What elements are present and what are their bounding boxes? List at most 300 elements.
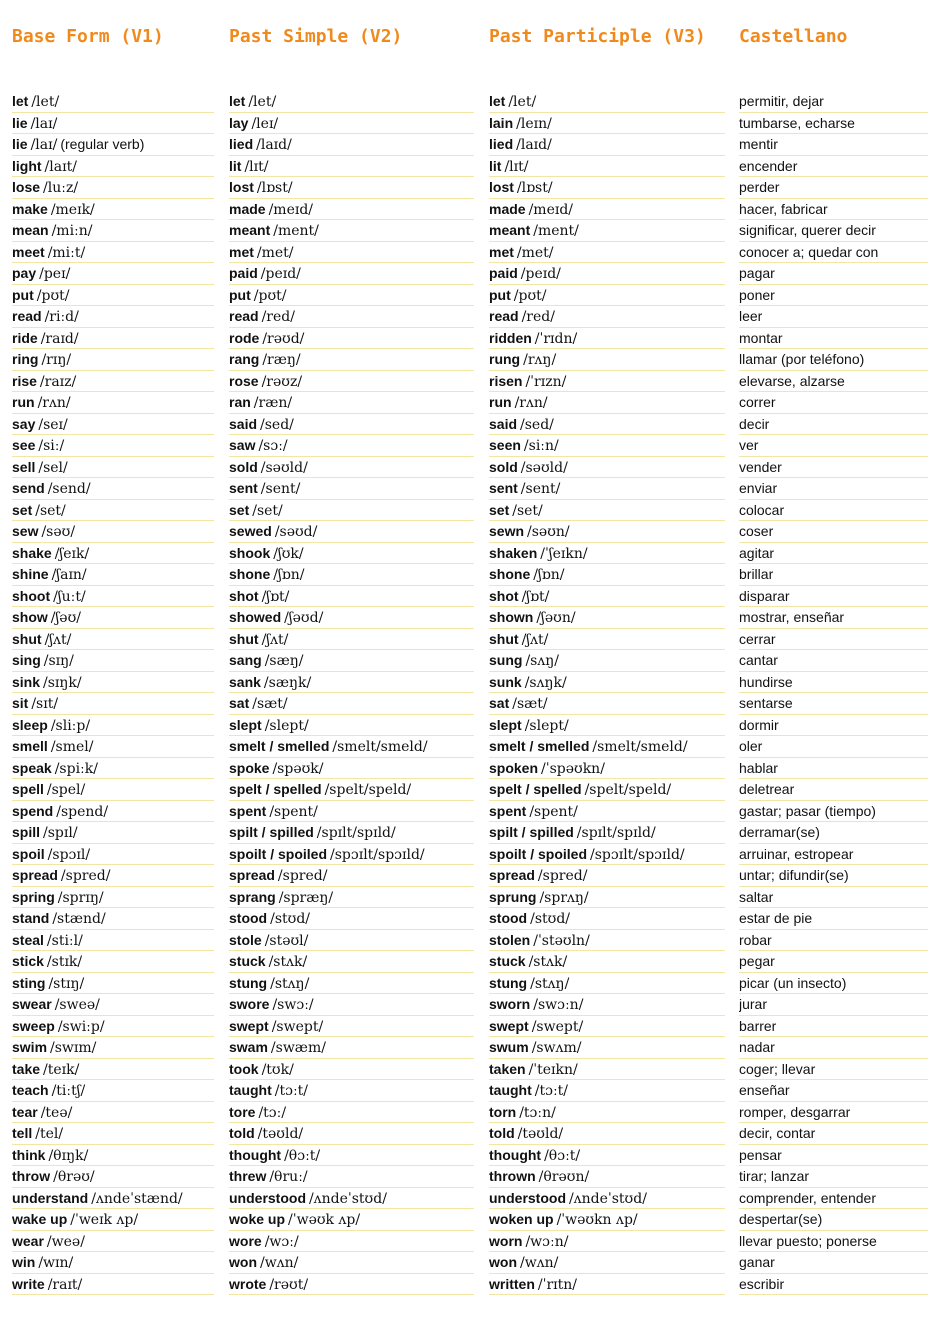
castellano-translation: saltar: [739, 888, 774, 905]
castellano-translation: disparar: [739, 587, 790, 604]
past-simple-word: taught: [229, 1082, 272, 1098]
base-form-phonetic: /seɪ/: [38, 416, 68, 433]
base-form-word: shut: [12, 630, 42, 647]
base-form-cell: [12, 371, 214, 393]
castellano-translation: correr: [739, 394, 776, 410]
base-form-word: sit: [12, 695, 29, 711]
past-participle-cell: [489, 1188, 725, 1210]
base-form-phonetic: /θɪŋk/: [48, 1147, 89, 1164]
past-participle-phonetic: /spent/: [529, 803, 578, 820]
castellano-translation: cantar: [739, 652, 778, 668]
past-participle-phonetic: /ˈrɪtn/: [537, 1276, 577, 1293]
table-row: [0, 908, 940, 930]
past-participle-word: swum: [489, 1039, 529, 1055]
past-simple-cell: [229, 973, 474, 995]
past-participle-word: sung: [489, 652, 523, 668]
past-participle-phonetic: /swɔːn/: [533, 997, 584, 1013]
past-simple-phonetic: /səʊd/: [274, 524, 318, 540]
base-form-phonetic: /tel/: [35, 1126, 64, 1142]
base-form-phonetic: /laɪt/: [44, 158, 77, 175]
past-simple-phonetic: /let/: [248, 94, 277, 110]
past-simple-phonetic: /θruː/: [269, 1169, 308, 1185]
past-simple-word: lied: [229, 136, 254, 152]
castellano-cell: [739, 1080, 928, 1102]
past-simple-phonetic: /ˈwəʊk ʌp/: [288, 1212, 361, 1228]
base-form-cell: [12, 435, 214, 457]
base-form-phonetic: /meɪk/: [50, 201, 95, 218]
base-form-cell: [12, 263, 214, 285]
past-participle-cell: [489, 457, 725, 479]
base-form-cell: [12, 1123, 214, 1145]
base-form-cell: [12, 199, 214, 221]
castellano-translation: conocer a; quedar con: [739, 243, 879, 260]
past-participle-word: run: [489, 394, 512, 410]
base-form-cell: [12, 91, 214, 113]
castellano-translation: hundirse: [739, 673, 793, 690]
past-simple-word: lit: [229, 157, 242, 174]
past-participle-phonetic: /sʌŋ/: [525, 653, 559, 669]
past-simple-phonetic: /ræŋ/: [262, 352, 301, 368]
base-form-word: pay: [12, 265, 37, 281]
past-simple-phonetic: /sent/: [260, 481, 301, 497]
header-past-participle: Past Participle (V3): [489, 26, 706, 47]
table-row: [0, 1252, 940, 1274]
past-participle-phonetic: /stʊd/: [530, 911, 570, 927]
past-simple-cell: [229, 91, 474, 113]
column-headers: [0, 26, 940, 56]
castellano-cell: [739, 822, 928, 844]
past-simple-cell: [229, 1274, 474, 1296]
past-participle-word: spread: [489, 867, 535, 883]
table-row: [0, 263, 940, 285]
base-form-cell: [12, 220, 214, 242]
past-participle-word: sat: [489, 695, 510, 711]
base-form-phonetic: /ʌndeˈstænd/: [91, 1190, 183, 1207]
past-simple-word: stuck: [229, 953, 266, 969]
past-simple-cell: [229, 306, 474, 328]
past-simple-word: sold: [229, 458, 258, 475]
table-row: [0, 457, 940, 479]
table-row: [0, 543, 940, 565]
base-form-word: shoot: [12, 587, 51, 604]
past-simple-cell: [229, 1037, 474, 1059]
base-form-phonetic: /sprɪŋ/: [57, 889, 104, 906]
past-participle-word: paid: [489, 265, 518, 281]
past-simple-phonetic: /təʊld/: [257, 1126, 304, 1142]
past-participle-phonetic: /met/: [516, 244, 554, 261]
past-simple-word: rode: [229, 329, 260, 346]
past-simple-word: shut: [229, 630, 259, 647]
base-form-word: lie: [12, 114, 28, 131]
base-form-cell: [12, 844, 214, 866]
past-simple-cell: [229, 156, 474, 178]
table-row: [0, 1231, 940, 1253]
castellano-cell: [739, 177, 928, 199]
past-participle-cell: [489, 478, 725, 500]
past-participle-cell: [489, 1274, 725, 1296]
base-form-word: put: [12, 286, 34, 303]
past-participle-word: won: [489, 1254, 517, 1270]
base-form-phonetic: /spiːk/: [54, 760, 98, 777]
past-participle-phonetic: /wʌn/: [520, 1255, 559, 1271]
past-simple-word: ran: [229, 394, 251, 410]
castellano-translation: untar; difundir(se): [739, 867, 849, 883]
past-participle-phonetic: /sed/: [520, 416, 554, 433]
past-simple-phonetic: /spelt/speld/: [324, 782, 412, 798]
past-participle-phonetic: /ʃəʊn/: [536, 610, 576, 626]
castellano-cell: [739, 134, 928, 156]
castellano-translation: decir: [739, 415, 770, 432]
past-participle-cell: [489, 1016, 725, 1038]
past-simple-cell: [229, 1231, 474, 1253]
base-form-cell: [12, 865, 214, 887]
past-participle-phonetic: /ʃʌt/: [521, 631, 549, 648]
base-form-phonetic: /stɪŋ/: [48, 975, 85, 992]
past-participle-cell: [489, 328, 725, 350]
base-form-phonetic: /sweə/: [54, 997, 100, 1013]
past-participle-phonetic: /səʊn/: [527, 524, 570, 540]
past-participle-phonetic: /sʌŋk/: [524, 674, 567, 691]
base-form-phonetic: /weə/: [46, 1233, 85, 1250]
base-form-cell: [12, 1037, 214, 1059]
base-form-phonetic: /sɪŋk/: [43, 674, 82, 691]
base-form-phonetic: /set/: [35, 502, 66, 519]
castellano-translation: coser: [739, 523, 774, 539]
past-simple-word: spelt / spelled: [229, 781, 322, 797]
past-participle-word: spilt / spilled: [489, 824, 574, 840]
castellano-cell: [739, 1252, 928, 1274]
castellano-cell: [739, 521, 928, 543]
castellano-cell: [739, 1166, 928, 1188]
past-participle-cell: [489, 1145, 725, 1167]
past-simple-phonetic: /sæŋ/: [264, 653, 304, 669]
base-form-cell: [12, 113, 214, 135]
base-form-cell: [12, 500, 214, 522]
base-form-word: set: [12, 501, 33, 518]
past-participle-cell: [489, 113, 725, 135]
past-simple-word: spilt / spilled: [229, 824, 314, 840]
base-form-phonetic: /sɪŋ/: [43, 653, 74, 669]
past-participle-word: stolen: [489, 931, 531, 948]
past-simple-cell: [229, 650, 474, 672]
table-row: [0, 521, 940, 543]
base-form-cell: [12, 801, 214, 823]
base-form-phonetic: /ʃəʊ/: [50, 610, 81, 626]
table-row: [0, 951, 940, 973]
past-participle-word: spoken: [489, 759, 539, 776]
castellano-cell: [739, 263, 928, 285]
past-simple-word: shook: [229, 544, 271, 561]
past-participle-word: taken: [489, 1060, 526, 1077]
past-participle-phonetic: /ʌndeˈstʊd/: [569, 1190, 647, 1207]
past-participle-cell: [489, 500, 725, 522]
base-form-word: ring: [12, 351, 39, 367]
past-participle-word: understood: [489, 1189, 566, 1206]
past-simple-cell: [229, 113, 474, 135]
base-form-phonetic: /pʊt/: [36, 287, 70, 304]
past-participle-phonetic: /ˈteɪkn/: [528, 1061, 578, 1078]
castellano-translation: enseñar: [739, 1082, 790, 1098]
base-form-note: (regular verb): [60, 136, 145, 152]
past-simple-word: spoilt / spoiled: [229, 845, 328, 862]
past-participle-cell: [489, 564, 725, 586]
base-form-phonetic: /laɪ/: [30, 137, 58, 153]
past-participle-phonetic: /spred/: [537, 868, 588, 884]
table-row: [0, 1274, 940, 1296]
castellano-cell: [739, 478, 928, 500]
base-form-word: lie: [12, 136, 28, 152]
castellano-cell: [739, 220, 928, 242]
past-participle-cell: [489, 392, 725, 414]
castellano-translation: vender: [739, 458, 782, 475]
castellano-translation: elevarse, alzarse: [739, 372, 845, 389]
past-simple-cell: [229, 1123, 474, 1145]
base-form-phonetic: /swiːp/: [57, 1018, 105, 1035]
past-simple-cell: [229, 715, 474, 737]
past-simple-word: set: [229, 501, 250, 518]
base-form-cell: [12, 650, 214, 672]
past-participle-word: told: [489, 1125, 515, 1141]
base-form-phonetic: /let/: [31, 94, 60, 110]
castellano-translation: pensar: [739, 1146, 782, 1163]
past-participle-word: thought: [489, 1146, 542, 1163]
past-simple-word: spoke: [229, 759, 270, 776]
base-form-phonetic: /spend/: [56, 803, 109, 820]
past-simple-word: stung: [229, 974, 268, 991]
past-participle-word: slept: [489, 716, 522, 733]
past-simple-word: shot: [229, 587, 259, 604]
castellano-translation: pagar: [739, 265, 775, 281]
castellano-cell: [739, 736, 928, 758]
castellano-translation: sentarse: [739, 695, 793, 711]
castellano-translation: encender: [739, 157, 798, 174]
past-simple-word: put: [229, 286, 251, 303]
past-participle-phonetic: /peɪd/: [520, 266, 561, 282]
past-participle-cell: [489, 306, 725, 328]
past-participle-cell: [489, 1037, 725, 1059]
past-simple-word: sank: [229, 673, 261, 690]
past-participle-word: sewn: [489, 523, 525, 539]
past-simple-phonetic: /swept/: [271, 1018, 324, 1035]
castellano-translation: arruinar, estropear: [739, 845, 854, 862]
past-simple-word: woke up: [229, 1211, 286, 1227]
base-form-phonetic: /peɪ/: [39, 266, 71, 282]
past-simple-word: sprang: [229, 888, 276, 905]
past-simple-phonetic: /tɔːt/: [274, 1083, 309, 1099]
past-participle-phonetic: /laɪd/: [516, 137, 552, 153]
base-form-word: stick: [12, 953, 44, 969]
past-simple-phonetic: /spɪlt/spɪld/: [316, 825, 396, 841]
past-participle-word: lied: [489, 136, 514, 152]
past-participle-phonetic: /spɪlt/spɪld/: [576, 825, 656, 841]
past-participle-cell: [489, 199, 725, 221]
past-participle-cell: [489, 887, 725, 909]
past-participle-cell: [489, 607, 725, 629]
table-row: [0, 607, 940, 629]
base-form-phonetic: /stɪk/: [46, 954, 83, 970]
castellano-translation: jurar: [739, 996, 768, 1012]
past-participle-word: sworn: [489, 996, 531, 1012]
past-participle-word: thrown: [489, 1168, 536, 1184]
past-participle-word: seen: [489, 437, 521, 453]
table-row: [0, 693, 940, 715]
past-simple-word: wrote: [229, 1275, 267, 1292]
castellano-cell: [739, 908, 928, 930]
past-participle-word: ridden: [489, 329, 532, 346]
table-row: [0, 994, 940, 1016]
past-participle-phonetic: /set/: [512, 502, 543, 519]
past-simple-phonetic: /pʊt/: [253, 287, 287, 304]
base-form-cell: [12, 306, 214, 328]
table-row: [0, 973, 940, 995]
base-form-word: wake up: [12, 1211, 68, 1227]
base-form-word: read: [12, 308, 42, 324]
past-simple-phonetic: /tɔː/: [258, 1104, 287, 1121]
past-simple-phonetic: /sæŋk/: [263, 674, 312, 691]
base-form-phonetic: /ʃeɪk/: [54, 545, 90, 562]
past-simple-cell: [229, 629, 474, 651]
past-simple-cell: [229, 392, 474, 414]
base-form-cell: [12, 672, 214, 694]
past-participle-cell: [489, 650, 725, 672]
past-simple-phonetic: /laɪd/: [256, 137, 292, 153]
base-form-word: mean: [12, 222, 49, 238]
base-form-cell: [12, 156, 214, 178]
past-participle-cell: [489, 693, 725, 715]
castellano-cell: [739, 844, 928, 866]
base-form-phonetic: /θrəʊ/: [53, 1169, 95, 1185]
table-row: [0, 736, 940, 758]
past-simple-cell: [229, 371, 474, 393]
base-form-word: take: [12, 1060, 41, 1077]
past-simple-cell: [229, 586, 474, 608]
base-form-cell: [12, 822, 214, 844]
past-simple-phonetic: /spent/: [269, 803, 318, 820]
base-form-word: speak: [12, 759, 52, 776]
castellano-translation: poner: [739, 286, 775, 303]
past-simple-phonetic: /smelt/smeld/: [332, 739, 428, 755]
past-simple-word: sewed: [229, 523, 272, 539]
base-form-phonetic: /luːz/: [43, 180, 79, 196]
castellano-translation: despertar(se): [739, 1211, 823, 1227]
past-participle-cell: [489, 758, 725, 780]
past-simple-phonetic: /red/: [261, 309, 295, 325]
base-form-word: teach: [12, 1082, 49, 1098]
table-row: [0, 1123, 940, 1145]
base-form-phonetic: /miːn/: [51, 223, 93, 239]
past-participle-word: meant: [489, 222, 531, 238]
table-row: [0, 758, 940, 780]
past-simple-cell: [229, 930, 474, 952]
castellano-cell: [739, 1188, 928, 1210]
castellano-translation: estar de pie: [739, 910, 813, 926]
past-participle-word: shown: [489, 609, 534, 625]
base-form-phonetic: /spɔɪl/: [47, 846, 91, 863]
past-simple-cell: [229, 500, 474, 522]
base-form-word: wear: [12, 1232, 44, 1249]
past-participle-cell: [489, 629, 725, 651]
verb-table: [0, 91, 940, 1295]
base-form-word: sing: [12, 652, 41, 668]
past-simple-cell: [229, 134, 474, 156]
past-simple-cell: [229, 1209, 474, 1231]
table-row: [0, 1145, 940, 1167]
past-participle-cell: [489, 822, 725, 844]
past-participle-cell: [489, 371, 725, 393]
base-form-cell: [12, 564, 214, 586]
base-form-word: ride: [12, 329, 38, 346]
past-participle-phonetic: /spelt/speld/: [584, 782, 672, 798]
table-row: [0, 629, 940, 651]
past-simple-phonetic: /sɔː/: [258, 438, 288, 454]
base-form-word: shake: [12, 544, 52, 561]
base-form-cell: [12, 392, 214, 414]
past-participle-cell: [489, 994, 725, 1016]
past-participle-phonetic: /meɪd/: [528, 201, 574, 218]
castellano-translation: gastar; pasar (tiempo): [739, 802, 876, 819]
castellano-cell: [739, 715, 928, 737]
past-simple-word: saw: [229, 437, 256, 453]
table-row: [0, 801, 940, 823]
past-participle-phonetic: /smelt/smeld/: [592, 739, 688, 755]
castellano-translation: mentir: [739, 136, 778, 152]
past-simple-cell: [229, 1080, 474, 1102]
base-form-word: tear: [12, 1103, 38, 1120]
past-participle-word: spoilt / spoiled: [489, 845, 588, 862]
castellano-translation: tumbarse, echarse: [739, 114, 855, 131]
base-form-word: smell: [12, 738, 48, 754]
past-participle-cell: [489, 177, 725, 199]
past-simple-phonetic: /slept/: [264, 717, 309, 734]
past-participle-cell: [489, 242, 725, 264]
past-simple-cell: [229, 994, 474, 1016]
past-simple-word: sat: [229, 695, 250, 711]
past-participle-word: made: [489, 200, 526, 217]
castellano-cell: [739, 629, 928, 651]
past-participle-word: sent: [489, 480, 518, 496]
past-simple-phonetic: /ʌndeˈstʊd/: [309, 1190, 387, 1207]
base-form-word: say: [12, 415, 36, 432]
past-participle-phonetic: /stʌk/: [528, 954, 568, 970]
past-participle-word: stood: [489, 910, 528, 926]
castellano-translation: nadar: [739, 1039, 775, 1055]
past-simple-word: slept: [229, 716, 262, 733]
past-simple-phonetic: /lɒst/: [256, 180, 293, 196]
castellano-cell: [739, 543, 928, 565]
base-form-cell: [12, 349, 214, 371]
past-participle-phonetic: /ʃɒn/: [533, 567, 565, 583]
past-participle-word: lit: [489, 157, 502, 174]
castellano-translation: barrer: [739, 1017, 777, 1034]
past-simple-cell: [229, 414, 474, 436]
past-participle-phonetic: /θɔːt/: [544, 1147, 581, 1164]
table-row: [0, 1209, 940, 1231]
base-form-phonetic: /ˈweɪk ʌp/: [70, 1212, 139, 1228]
past-participle-cell: [489, 586, 725, 608]
past-participle-phonetic: /leɪn/: [516, 115, 552, 132]
castellano-cell: [739, 1059, 928, 1081]
base-form-cell: [12, 736, 214, 758]
table-row: [0, 844, 940, 866]
past-participle-word: worn: [489, 1232, 523, 1249]
base-form-phonetic: /stiːl/: [46, 932, 83, 949]
past-participle-phonetic: /slept/: [524, 717, 569, 734]
castellano-cell: [739, 91, 928, 113]
castellano-translation: dormir: [739, 716, 779, 733]
past-simple-phonetic: /swæm/: [270, 1040, 326, 1056]
castellano-translation: pegar: [739, 953, 775, 969]
past-participle-phonetic: /tɔːt/: [534, 1083, 569, 1099]
